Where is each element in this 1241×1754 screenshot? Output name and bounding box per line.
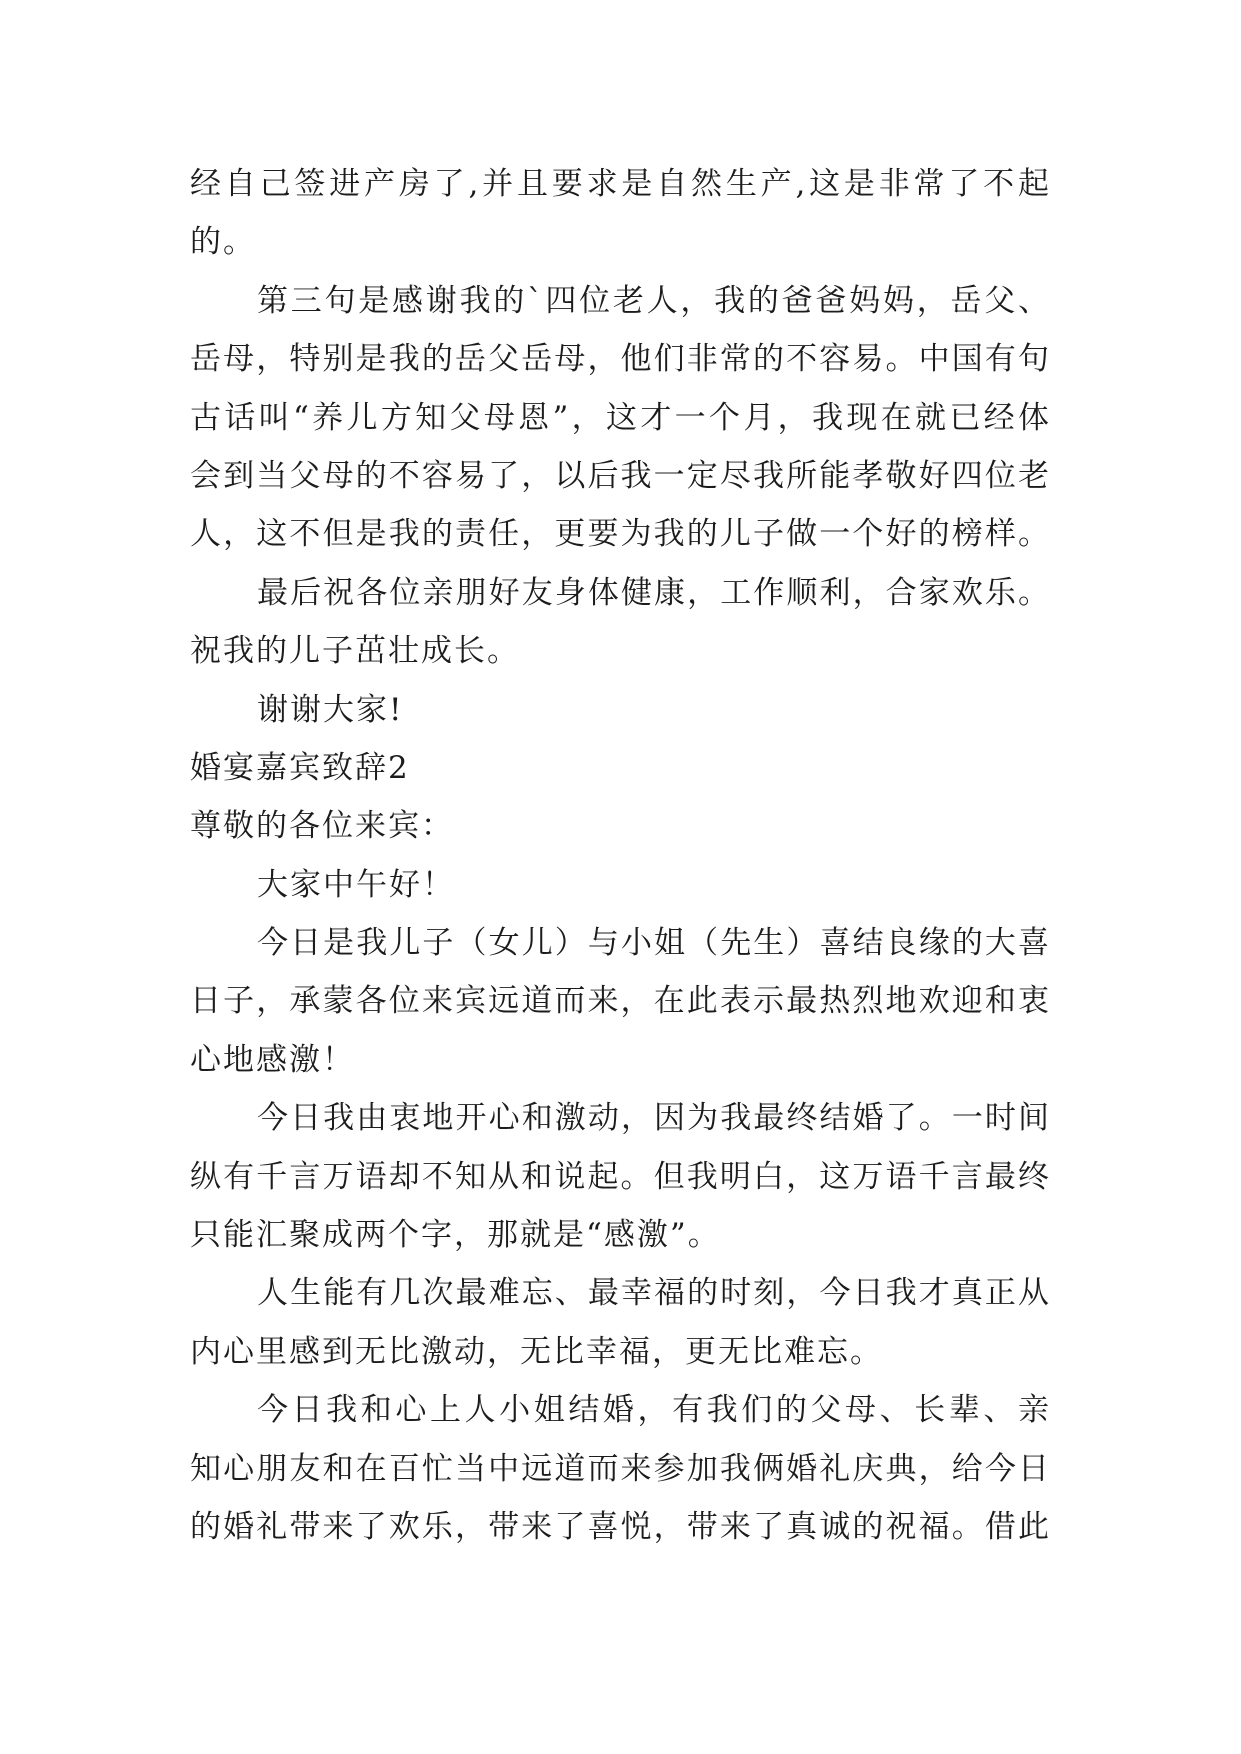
text-line: 最后祝各位亲朋好友身体健康，工作顺利，合家欢乐。 [257, 574, 1051, 611]
document-body [190, 155, 1051, 1556]
text-line: 纵有千言万语却不知从和说起。但我明白，这万语千言最终 [190, 1158, 1051, 1195]
paragraph [190, 856, 1051, 914]
paragraph [190, 914, 1051, 1089]
text-line: 古话叫“养儿方知父母恩”，这才一个月，我现在就已经体 [190, 399, 1051, 436]
text-line: 会到当父母的不容易了，以后我一定尽我所能孝敬好四位老 [190, 457, 1051, 494]
text-line: 心地感激！ [190, 1041, 355, 1078]
text-line: 只能汇聚成两个字，那就是“感激”。 [190, 1217, 721, 1254]
text-line: 大家中午好！ [257, 866, 455, 903]
text-line: 祝我的儿子茁壮成长。 [190, 633, 520, 670]
text-line: 第三句是感谢我的`四位老人，我的爸爸妈妈，岳父、 [257, 282, 1051, 319]
paragraph [190, 272, 1051, 564]
text-line: 谢谢大家! [257, 691, 404, 728]
paragraph [190, 1089, 1051, 1264]
salutation-text: 尊敬的各位来宾： [190, 808, 454, 845]
text-line: 知心朋友和在百忙当中远道而来参加我俩婚礼庆典，给今日 [190, 1450, 1051, 1487]
text-line: 的婚礼带来了欢乐，带来了喜悦，带来了真诚的祝福。借此 [190, 1508, 1051, 1545]
paragraph [190, 155, 1051, 272]
text-line: 今日我由衷地开心和激动，因为我最终结婚了。一时间 [257, 1100, 1051, 1137]
salutation [190, 797, 1051, 855]
text-line: 经自己签进产房了,并且要求是自然生产,这是非常了不起 [190, 166, 1051, 202]
text-line: 人生能有几次最难忘、最幸福的时刻，今日我才真正从 [257, 1275, 1051, 1312]
paragraph [190, 681, 1051, 739]
text-line: 今日是我儿子（女儿）与小姐（先生）喜结良缘的大喜 [257, 925, 1051, 962]
text-line: 内心里感到无比激动，无比幸福，更无比难忘。 [190, 1333, 883, 1370]
text-line: 人，这不但是我的责任，更要为我的儿子做一个好的榜样。 [190, 516, 1051, 553]
section-heading [190, 739, 1051, 797]
text-line: 的。 [190, 224, 256, 261]
text-line: 今日我和心上人小姐结婚，有我们的父母、长辈、亲 [257, 1392, 1051, 1429]
paragraph [190, 564, 1051, 681]
text-line: 岳母，特别是我的岳父岳母，他们非常的不容易。中国有句 [190, 341, 1051, 378]
paragraph [190, 1264, 1051, 1381]
text-line: 日子，承蒙各位来宾远道而来，在此表示最热烈地欢迎和衷 [190, 983, 1051, 1020]
section-heading-text: 婚宴嘉宾致辞2 [190, 749, 410, 786]
paragraph [190, 1381, 1051, 1556]
